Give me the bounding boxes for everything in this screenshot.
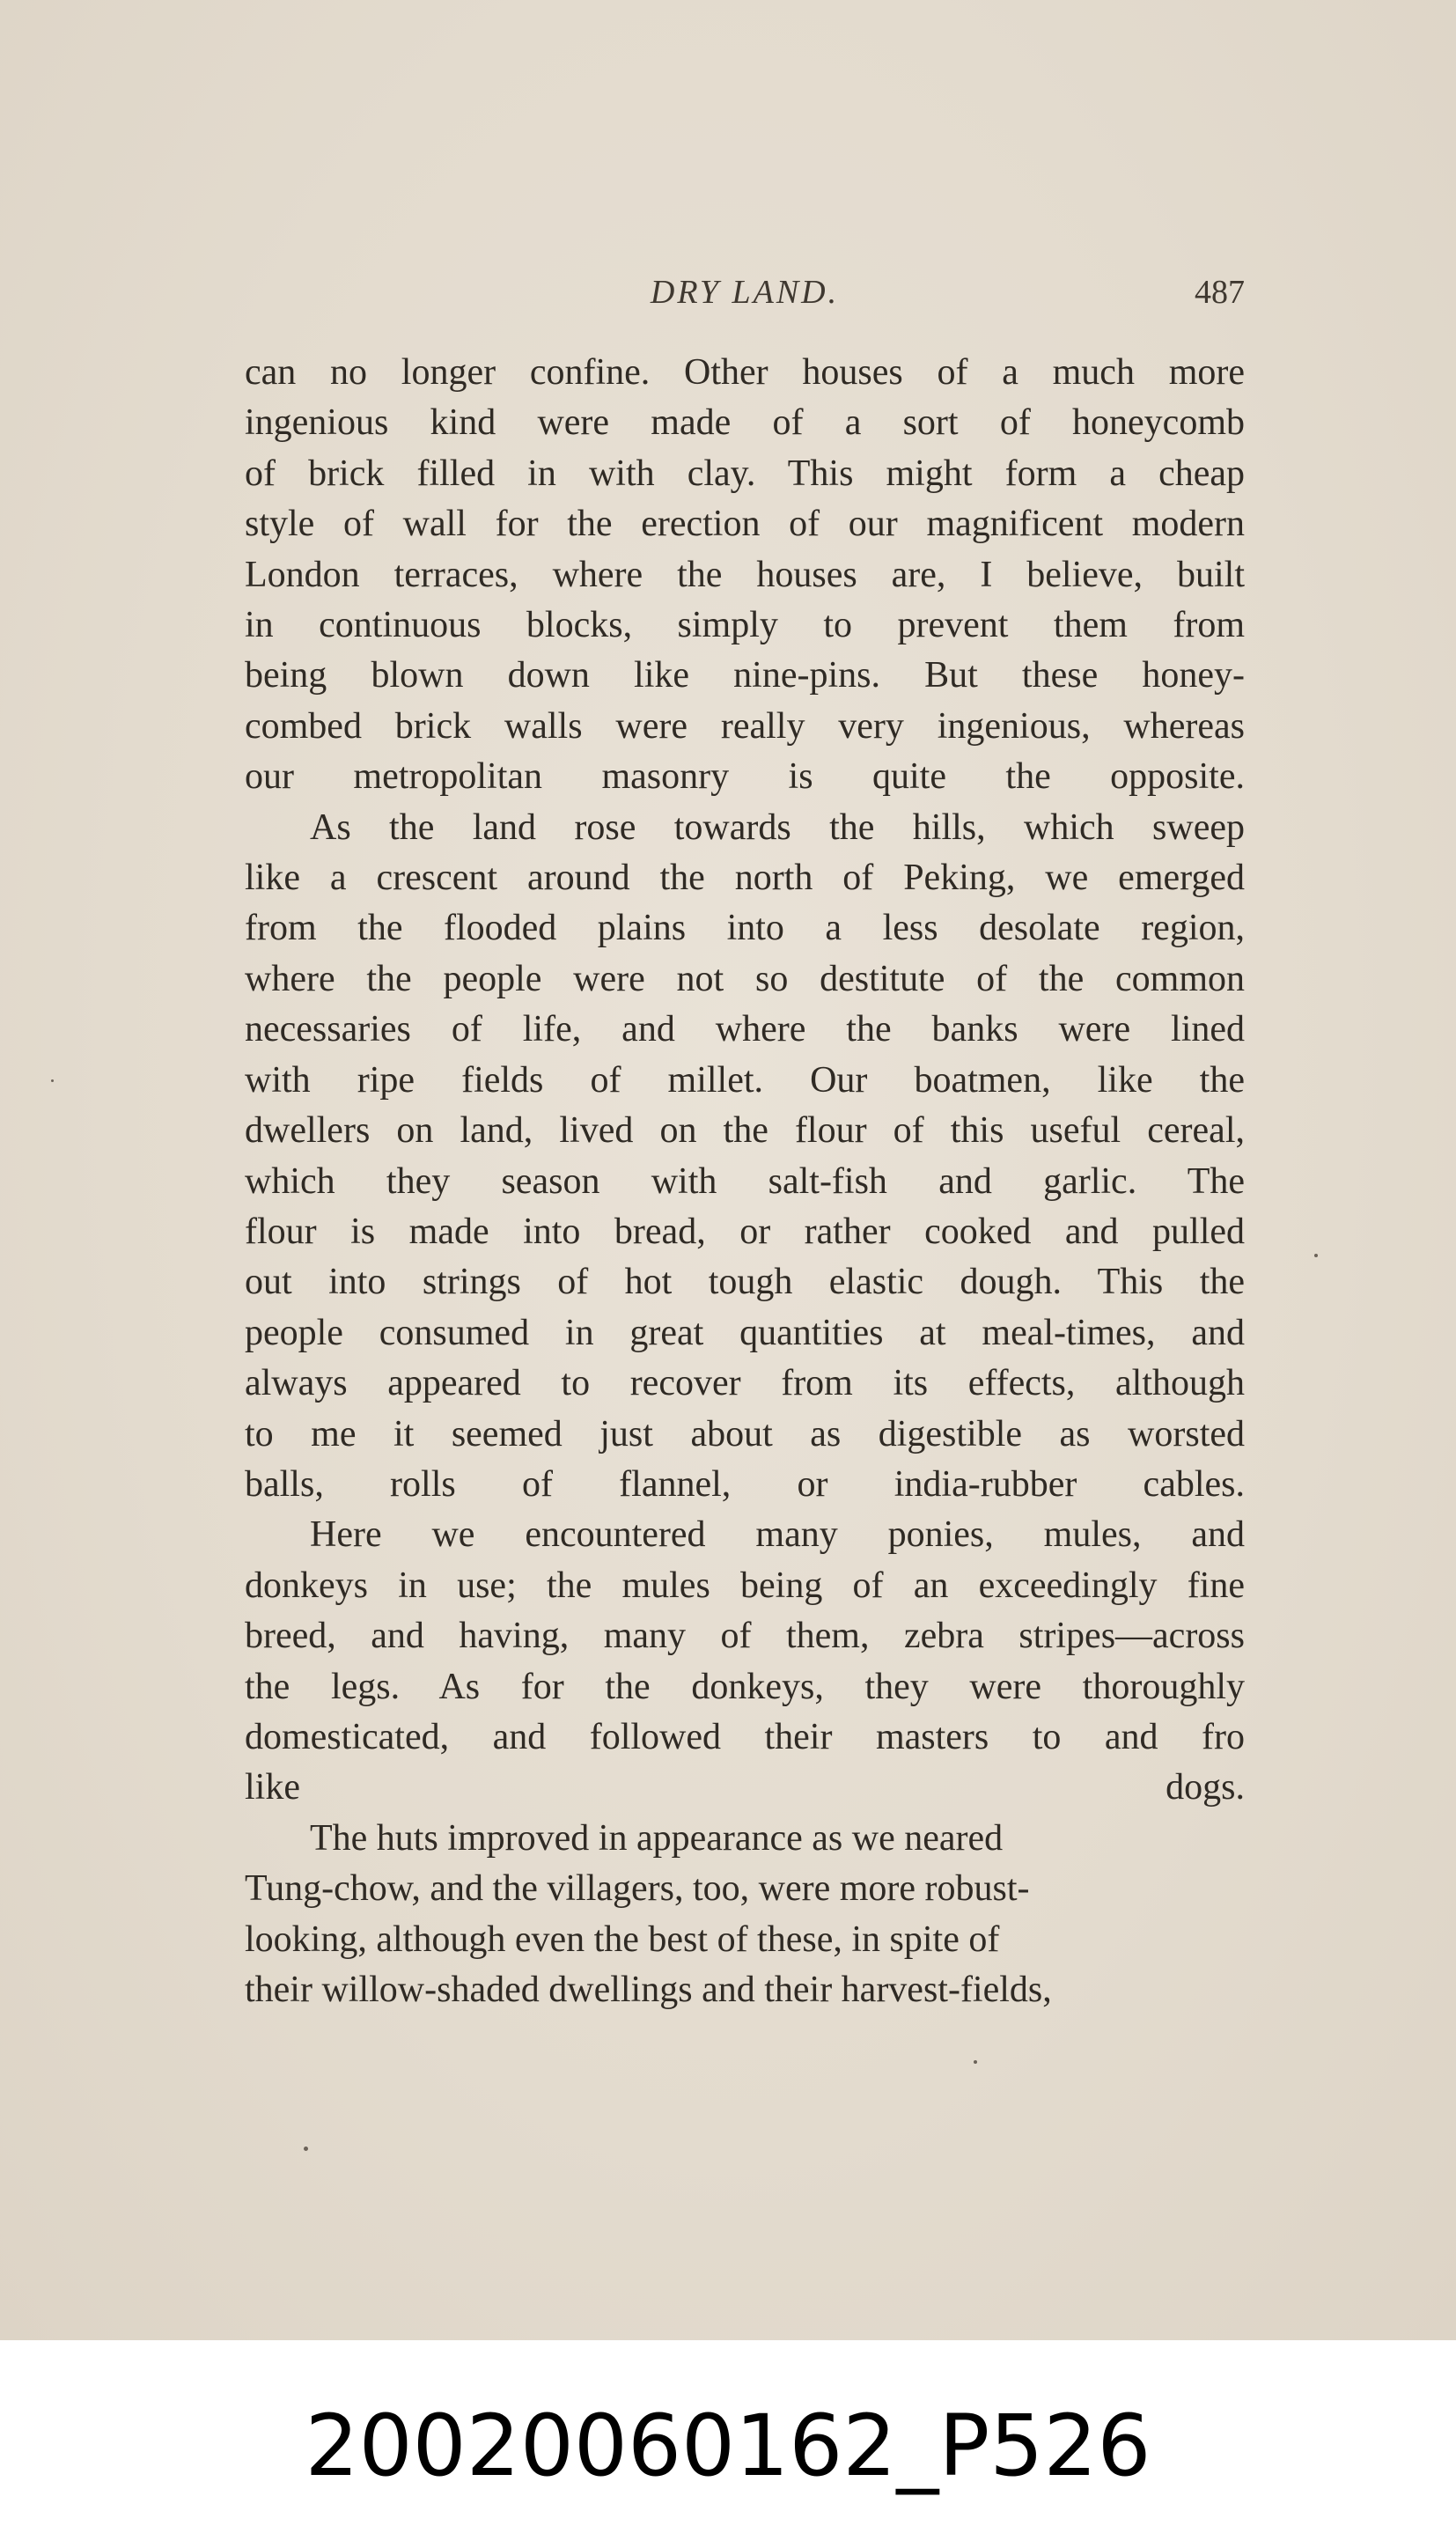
text-line: domesticated, and followed their masters to and fro <box>245 1716 1245 1757</box>
text-line: can no longer confine. Other houses of a much more <box>245 352 1245 393</box>
text-line: people consumed in great quantities at meal-times, and <box>245 1312 1245 1353</box>
text-line: in continuous blocks, simply to prevent them from <box>245 605 1245 646</box>
text-line: ingenious kind were made of a sort of honeycomb <box>245 402 1245 444</box>
text-line: like dogs. <box>245 1767 1245 1808</box>
text-line: with ripe fields of millet. Our boatmen, like the <box>245 1059 1245 1101</box>
text-line: our metropolitan masonry is quite the opposite. <box>245 756 1245 798</box>
body-text <box>245 348 1245 2015</box>
caption-bar <box>0 2340 1456 2548</box>
paper-speck <box>1314 1254 1318 1257</box>
text-line: necessaries of life, and where the banks were lined <box>245 1009 1245 1050</box>
text-line: The huts improved in appearance as we neared <box>310 1817 1004 1859</box>
paragraph-1 <box>245 348 1245 803</box>
paper-speck <box>304 2147 308 2151</box>
text-line: flour is made into bread, or rather cooked and pulled <box>245 1211 1245 1252</box>
page-number: 487 <box>1195 274 1245 311</box>
text-line: like a crescent around the north of Peking, we emerged <box>245 858 1245 899</box>
paragraph-4 <box>245 1814 1245 2016</box>
text-line: Tung-chow, and the villagers, too, were more robust- <box>245 1868 1030 1910</box>
text-line: As the land rose towards the hills, which sweep <box>310 806 1245 848</box>
text-line: always appeared to recover from its effects, although <box>245 1363 1245 1404</box>
paragraph-2 <box>245 803 1245 1511</box>
text-line: to me it seemed just about as digestible as worsted <box>245 1413 1245 1454</box>
text-line: looking, although even the best of these, in spite of <box>245 1918 1000 1960</box>
image-identifier: 20020060162_P526 <box>305 2397 1151 2495</box>
text-line: breed, and having, many of them, zebra stripes—across <box>245 1616 1245 1657</box>
text-line: where the people were not so destitute of the common <box>245 958 1245 999</box>
text-line: from the flooded plains into a less desolate region, <box>245 908 1245 949</box>
text-line: of brick filled in with clay. This might form a cheap <box>245 453 1245 494</box>
text-line: style of wall for the erection of our magnificent modern <box>245 504 1245 545</box>
text-line: Here we encountered many ponies, mules, and <box>310 1514 1245 1556</box>
paper-speck <box>51 1079 54 1082</box>
text-line: dwellers on land, lived on the flour of this useful cereal, <box>245 1110 1245 1152</box>
text-line: balls, rolls of flannel, or india-rubber cables. <box>245 1463 1245 1505</box>
text-line: combed brick walls were really very ingenious, whereas <box>245 705 1245 747</box>
text-line: their willow-shaded dwellings and their harvest-fields, <box>245 1970 1052 2010</box>
running-title: DRY LAND. <box>650 274 840 311</box>
running-head <box>245 264 1245 320</box>
text-line: which they season with salt-fish and garlic. The <box>245 1160 1245 1202</box>
text-line: London terraces, where the houses are, I believe, built <box>245 554 1245 595</box>
paragraph-3 <box>245 1510 1245 1813</box>
text-line: the legs. As for the donkeys, they were thoroughly <box>245 1666 1245 1707</box>
paper-speck <box>974 2060 977 2064</box>
text-line: donkeys in use; the mules being of an exceedingly fine <box>245 1565 1245 1606</box>
text-line: being blown down like nine-pins. But these honey- <box>245 655 1245 696</box>
text-line: out into strings of hot tough elastic dough. This the <box>245 1262 1245 1303</box>
